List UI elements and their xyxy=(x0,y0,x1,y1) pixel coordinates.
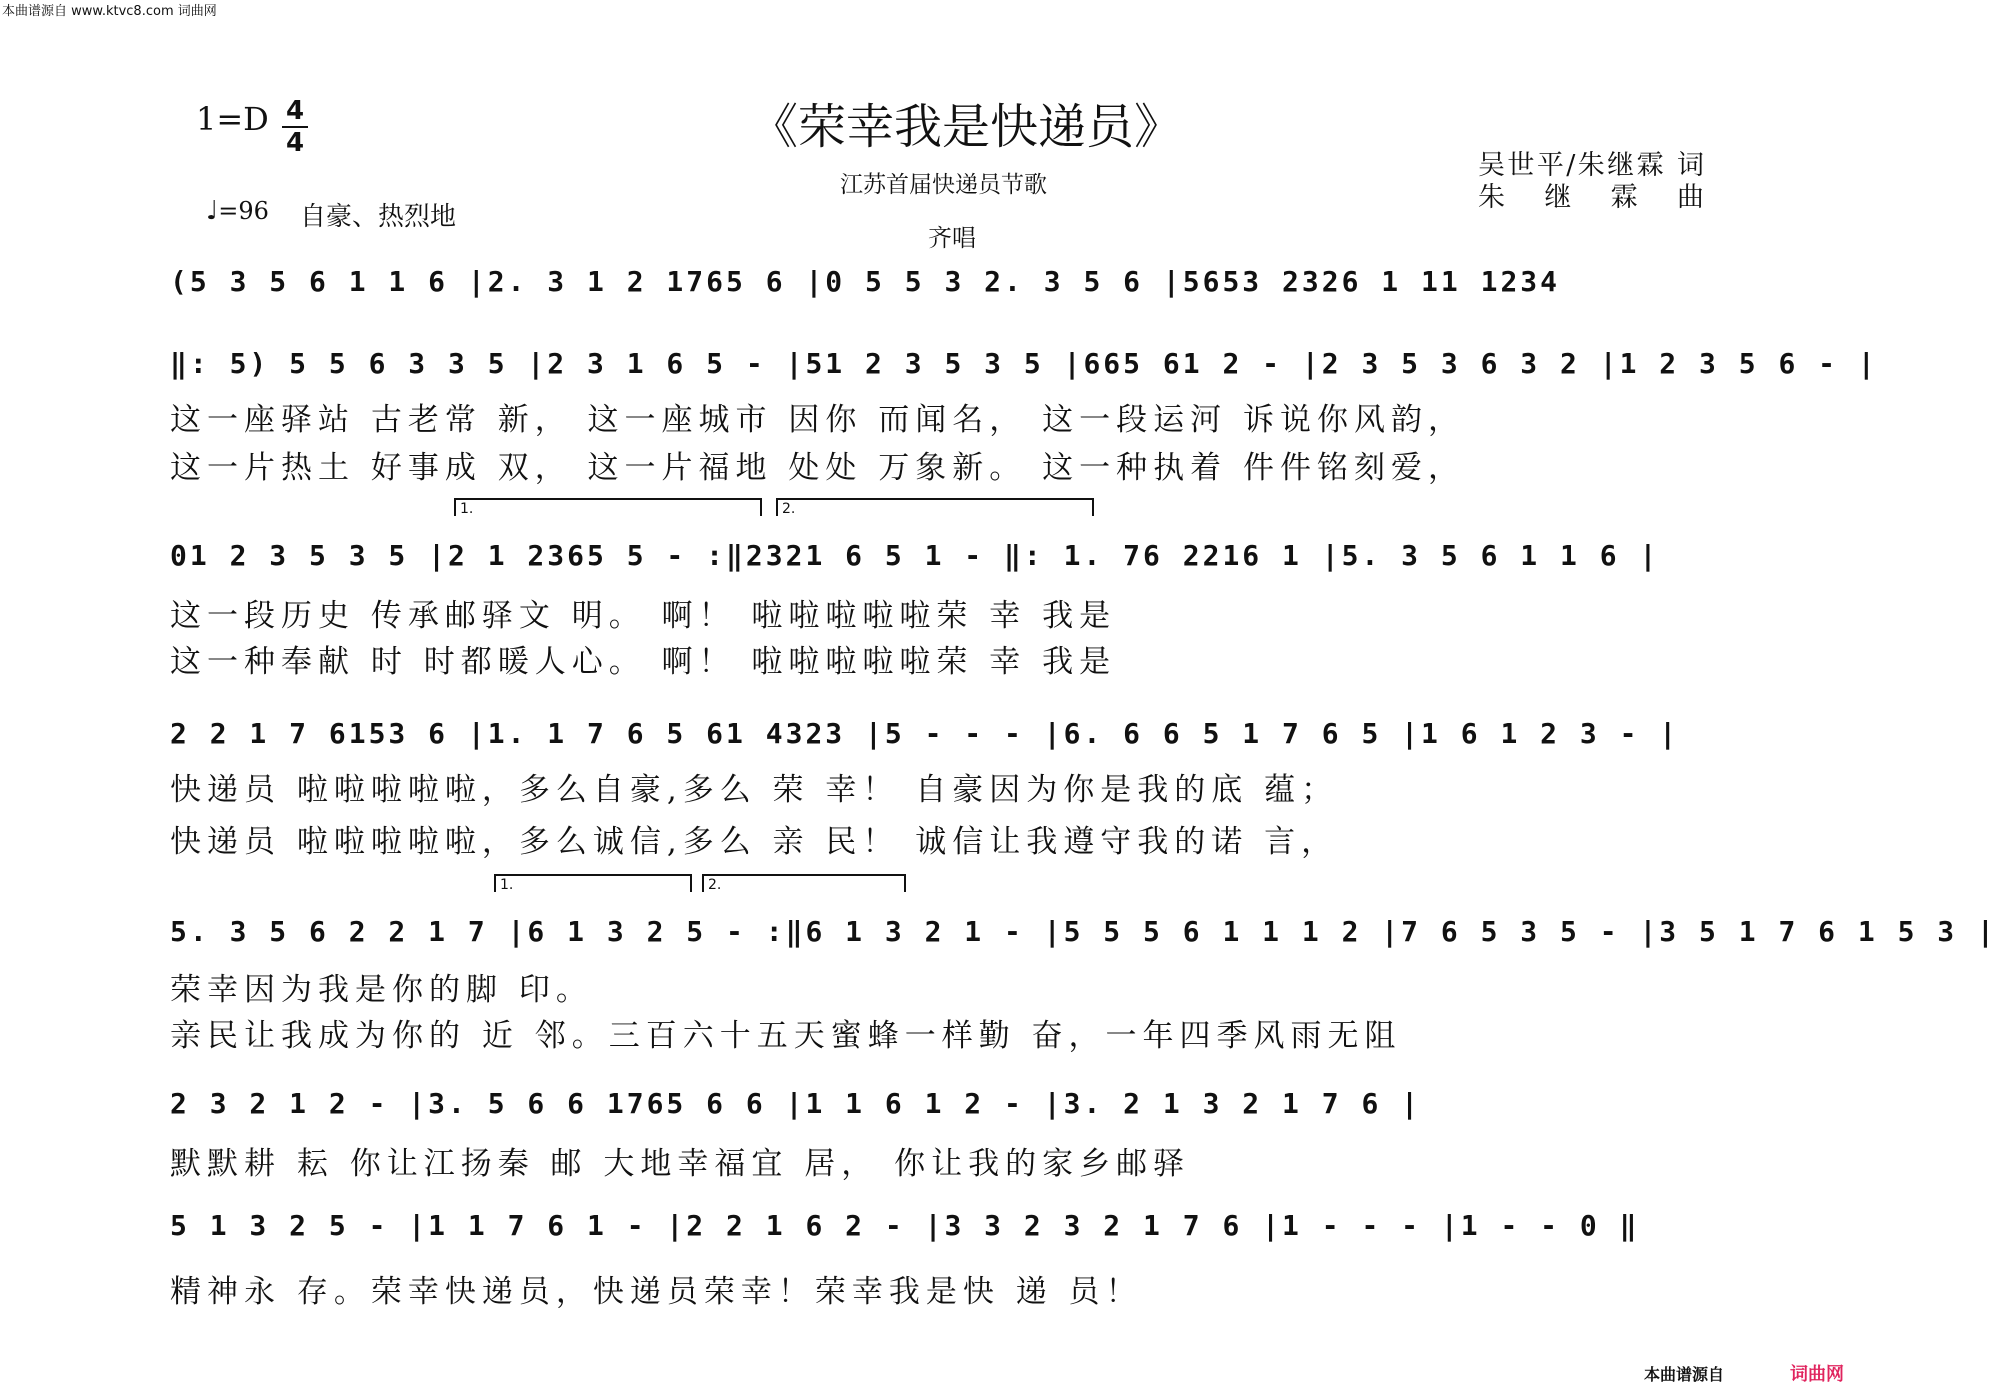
expression-marking: 自豪、热烈地 xyxy=(300,202,457,232)
footer-source-label: 本曲谱源自 xyxy=(1644,1365,1725,1384)
volta-bracket-2: 2. xyxy=(776,498,1094,516)
time-sig-bottom: 4 xyxy=(285,128,305,158)
lyric-row: 这一段历史 传承邮驿文 明。 啊！ 啦啦啦啦啦荣 幸 我是 xyxy=(170,598,1117,634)
tempo-marking xyxy=(206,196,269,226)
lyric-row: 亲民让我成为你的 近 邻。三百六十五天蜜蜂一样勤 奋，一年四季风雨无阻 xyxy=(170,1018,1402,1054)
lyric-row: 快递员 啦啦啦啦啦，多么自豪,多么 荣 幸！ 自豪因为你是我的底 蕴； xyxy=(170,772,1339,808)
lyric-row: 默默耕 耘 你让江扬秦 邮 大地幸福宜 居， 你让我的家乡邮驿 xyxy=(170,1146,1191,1182)
music-row-5: 5. 3 5 6 2 2 1 7 |6 1 3 2 5 - :‖6 1 3 2 1 - |5 5 5 6 1 1 1 2 |7 6 5 3 5 - |3 5 1 7 6 1 5 3 | xyxy=(170,915,1997,948)
source-watermark: 本曲谱源自 www.ktvc8.com 词曲网 xyxy=(2,4,217,19)
lyricist: 吴世平/朱继霖 词 xyxy=(1478,150,1704,181)
volta-bracket-3: 1. xyxy=(494,874,692,892)
credits xyxy=(1478,150,1704,214)
lyric-row: 这一片热土 好事成 双， 这一片福地 处处 万象新。 这一种执着 件件铭刻爱， xyxy=(170,450,1465,486)
volta-bracket-1: 1. xyxy=(454,498,762,516)
volta-bracket-4: 2. xyxy=(702,874,906,892)
music-row-4: 2 2 1 7 6153 6 |1. 1 7 6 5 61 4323 |5 - - - |6. 6 6 5 1 7 6 5 |1 6 1 2 3 - | xyxy=(170,717,1680,750)
lyric-row: 荣幸因为我是你的脚 印。 xyxy=(170,972,593,1008)
music-row-2: ‖: 5) 5 5 6 3 3 5 |2 3 1 6 5 - |51 2 3 5 3 5 |665 61 2 - |2 3 5 3 6 3 2 |1 2 3 5 6 - | xyxy=(170,347,1878,380)
music-row-6: 2 3 2 1 2 - |3. 5 6 6 1765 6 6 |1 1 6 1 2 - |3. 2 1 3 2 1 7 6 | xyxy=(170,1087,1422,1120)
key-signature: 1=D xyxy=(196,100,269,138)
song-title: 《荣幸我是快递员》 xyxy=(750,99,1183,155)
lyric-row: 这一座驿站 古老常 新， 这一座城市 因你 而闻名， 这一段运河 诉说你风韵， xyxy=(170,402,1465,438)
time-signature xyxy=(282,98,308,156)
tempo-value: =96 xyxy=(218,197,269,225)
lyric-row: 快递员 啦啦啦啦啦，多么诚信,多么 亲 民！ 诚信让我遵守我的诺 言， xyxy=(170,824,1339,860)
music-row-7: 5 1 3 2 5 - |1 1 7 6 1 - |2 2 1 6 2 - |3 3 2 3 2 1 7 6 |1 - - - |1 - - 0 ‖ xyxy=(170,1209,1640,1242)
lyric-row: 精神永 存。荣幸快递员，快递员荣幸！荣幸我是快 递 员！ xyxy=(170,1274,1143,1310)
performance-marking: 齐唱 xyxy=(928,224,976,252)
quarter-note-icon: ♩ xyxy=(206,196,219,226)
music-row-1: (5 3 5 6 1 1 6 |2. 3 1 2 1765 6 |0 5 5 3 2. 3 5 6 |5653 2326 1 11 1234 xyxy=(170,265,1561,298)
music-row-3: 01 2 3 5 3 5 |2 1 2365 5 - :‖2321 6 5 1 - ‖: 1. 76 2216 1 |5. 3 5 6 1 1 6 | xyxy=(170,539,1660,572)
lyric-row: 这一种奉献 时 时都暖人心。 啊！ 啦啦啦啦啦荣 幸 我是 xyxy=(170,644,1117,680)
time-sig-top: 4 xyxy=(285,96,305,126)
song-subtitle: 江苏首届快递员节歌 xyxy=(840,172,1047,198)
composer: 朱 继 霖 曲 xyxy=(1478,182,1704,213)
footer-site-logo[interactable]: 词曲网 xyxy=(1790,1364,1844,1385)
